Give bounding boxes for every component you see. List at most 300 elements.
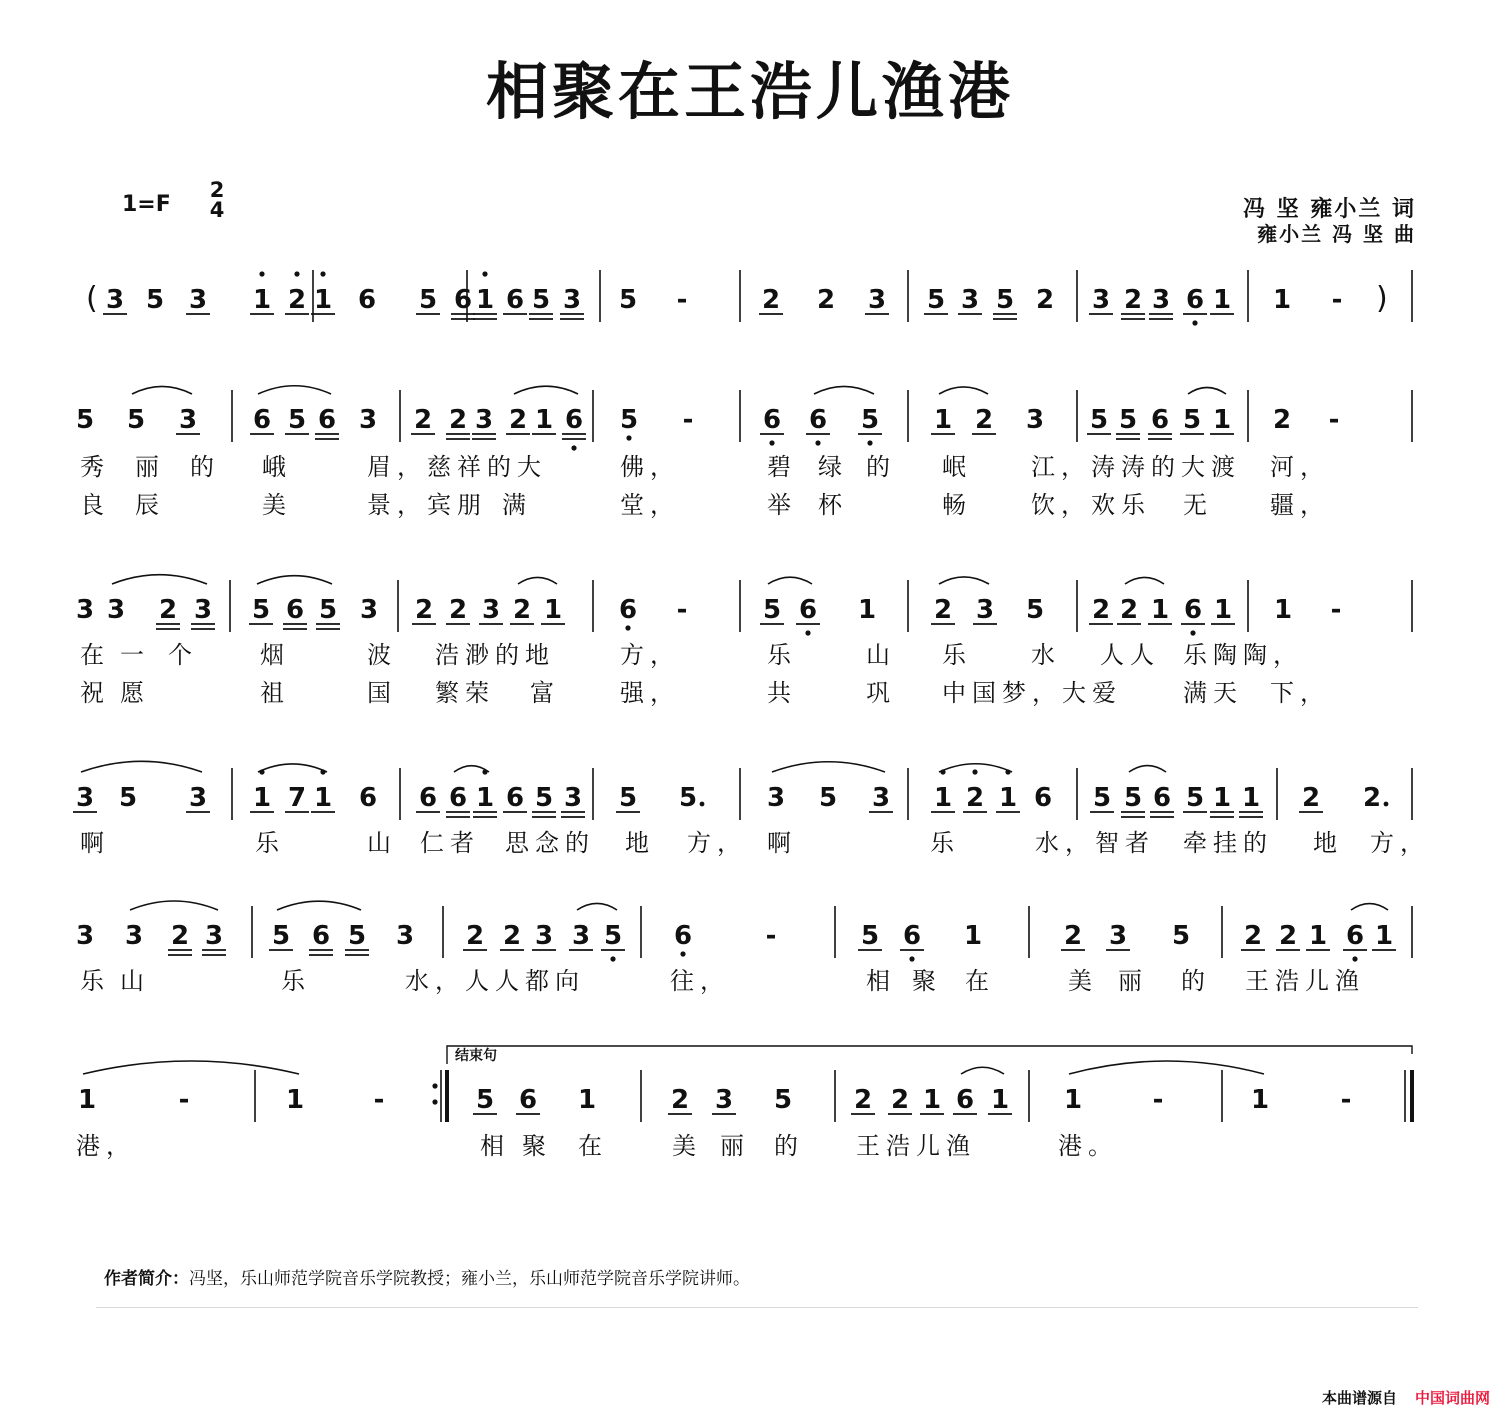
lyric-text: 秀 [80,453,110,481]
note: 2 [448,405,468,435]
note: 2 [502,921,522,951]
lyric-text: 地 [625,829,655,857]
octave-dot-above [482,271,487,276]
ending-bracket [447,1046,1412,1064]
lyric-text: 强， [620,679,680,707]
source-site-link[interactable]: 中国词曲网 [1414,1389,1490,1407]
note: 6 [357,285,377,315]
lyric-text: 港。 [1058,1132,1118,1160]
sustain-dash: - [676,595,688,625]
octave-dot-below [1352,956,1357,961]
note: 1 [543,595,563,625]
note: 5 [995,285,1015,315]
note: 1 [1374,921,1394,951]
note: 3 [178,405,198,435]
note: 6 [808,405,828,435]
lyric-text: 啊 [80,829,110,857]
note: 2 [1063,921,1083,951]
note: 1 [1063,1085,1083,1115]
note: 3 [1091,285,1111,315]
note: 1 [313,285,333,315]
note: 5 [618,285,638,315]
note: 5 [1092,783,1112,813]
lyric-text: 满天 [1183,679,1243,707]
note: 1 [1308,921,1328,951]
note: 3 [563,783,583,813]
slur [277,901,361,910]
note: 2 [1035,285,1055,315]
note: 3 [714,1085,734,1115]
note: 5 [1089,405,1109,435]
note: 3 [106,595,126,625]
lyric-text: 在 [965,967,995,995]
lyric-text: 人人 [1100,641,1160,669]
lyric-text: 聚 [912,967,942,995]
note: 2 [670,1085,690,1115]
note: 5 [1123,783,1143,813]
note: 1 [1212,783,1232,813]
lyric-text: 相 [480,1132,510,1160]
note: 5 [818,783,838,813]
lyric-text: 山 [866,641,896,669]
lyric-text: 乐 [930,829,960,857]
note: 5 [1185,783,1205,813]
note: 1 [1273,595,1293,625]
divider [96,1307,1418,1308]
sustain-dash: - [178,1085,190,1115]
lyric-text: 美 [1068,967,1098,995]
note: 3 [124,921,144,951]
note: 5 [418,285,438,315]
lyric-text: 疆， [1270,491,1330,519]
octave-dot-below [909,956,914,961]
slur [961,1067,1004,1074]
note: 6 [902,921,922,951]
slur [258,386,331,394]
lyric-text: 方， [687,829,747,857]
note: 7 [287,783,307,813]
lyric-text: 河， [1270,453,1330,481]
lyricist-credit: 冯 坚 雍小兰 词 [1243,197,1416,222]
slur [772,762,885,772]
note: 1 [313,783,333,813]
lyric-text: 王浩儿渔 [1245,967,1365,995]
note: 3 [481,595,501,625]
note: 1 [1150,595,1170,625]
octave-dot-below [625,625,630,630]
slur [577,903,617,910]
lyric-text: 在 [578,1132,608,1160]
note: 5 [145,285,165,315]
composer-credit: 雍小兰 冯 坚 曲 [1257,222,1416,246]
lyric-text: 江，涛涛的大渡 [1031,453,1241,481]
note: 6 [252,405,272,435]
lyric-text: 乐 [942,641,972,669]
note: 2 [413,405,433,435]
note: 3 [188,783,208,813]
note: 5 [603,921,623,951]
slur [1125,577,1164,584]
note: 6 [505,783,525,813]
note: 1 [252,285,272,315]
note: 1 [1212,405,1232,435]
note: 2 [761,285,781,315]
lyric-text: 乐 [281,967,311,995]
note: 5 [271,921,291,951]
lyric-text: 思念的 [505,829,595,857]
note: 5 [318,595,338,625]
lyric-text: 乐陶陶， [1183,641,1303,669]
lyric-text: 港， [76,1132,136,1160]
lyric-text: 中国梦，大爱 [942,679,1122,707]
note: 5 [860,921,880,951]
note: 3 [395,921,415,951]
slur [1351,904,1388,910]
repeat-dot [432,1083,437,1088]
lyric-text: 祝 [80,679,110,707]
lyric-text: 牵挂的 [1183,829,1273,857]
sustain-dash: - [1340,1085,1352,1115]
note: 5 [287,405,307,435]
lyric-text: 繁荣 [435,679,495,707]
note: 3 [204,921,224,951]
sustain-dash: - [765,921,777,951]
slur [112,575,207,584]
lyric-text: 方， [1370,829,1430,857]
note: 2 [1243,921,1263,951]
lyric-text: 丽 [135,453,165,481]
lyric-text: 良 [80,491,110,519]
slur [768,577,812,584]
source-credit [1322,1387,1490,1408]
slur [518,577,557,584]
time-signature-bottom: 4 [209,198,225,222]
sustain-dash: - [1152,1085,1164,1115]
lyric-text: 峨 [262,453,292,481]
note: 1 [1250,1085,1270,1115]
lyric-text: 无 [1183,491,1213,519]
key-signature: 1=F [122,192,171,217]
lyric-text: 烟 [260,641,290,669]
note: 1 [475,783,495,813]
sustain-dash: - [1330,595,1342,625]
note: 1 [1212,285,1232,315]
note: 5 [251,595,271,625]
note: 1 [1241,783,1261,813]
note: 6 [418,783,438,813]
note: 5 [126,405,146,435]
note: 6 [453,285,473,315]
octave-dot-below [867,440,872,445]
octave-dot-below [610,956,615,961]
lyric-text: 山 [367,829,397,857]
note: 3 [766,783,786,813]
augmentation-dot [700,802,705,807]
note: 2 [508,405,528,435]
note: 2 [414,595,434,625]
octave-dot-below [1190,630,1195,635]
note: 2 [933,595,953,625]
source-prefix: 本曲谱源自 [1321,1389,1397,1407]
note: 1 [1272,285,1292,315]
lyric-text: 个 [168,641,198,669]
lyric-text: 乐 [255,829,285,857]
author-bio-text: 冯坚，乐山师范学院音乐学院教授；雍小兰，乐山师范学院音乐学院讲师。 [189,1269,750,1289]
lyric-text: 美 [672,1132,702,1160]
note: 3 [534,921,554,951]
sustain-dash: - [682,405,694,435]
octave-dot-above [320,271,325,276]
octave-dot-above [972,769,977,774]
note: 1 [998,783,1018,813]
lyric-text: 的 [190,453,220,481]
note: 3 [1151,285,1171,315]
slur [130,901,218,910]
lyric-text: 巩 [866,679,896,707]
octave-dot-below [769,440,774,445]
lyric-text: 一 [120,641,150,669]
note: 2 [448,595,468,625]
note: 2 [974,405,994,435]
lyric-text: 方， [620,641,680,669]
lyric-text: 堂， [620,491,680,519]
lyric-text: 聚 [522,1132,552,1160]
lyric-text: 祖 [260,679,290,707]
note: 3 [193,595,213,625]
page-title: 相聚在王浩儿渔港 [485,55,1014,128]
note: 2 [465,921,485,951]
lyric-text: 共 [767,679,797,707]
note: 5 [618,783,638,813]
note: 1 [577,1085,597,1115]
note: 1 [1213,595,1233,625]
lyric-text: 举 [767,491,797,519]
note: 3 [571,921,591,951]
note: 2 [965,783,985,813]
note: 1 [534,405,554,435]
note: 1 [933,405,953,435]
slur [1129,766,1166,772]
note: 2 [853,1085,873,1115]
lyric-text: 山 [120,967,150,995]
note: 5 [531,285,551,315]
note: 5 [619,405,639,435]
octave-dot-above [259,271,264,276]
note: 3 [75,921,95,951]
note: 2 [1362,783,1382,813]
lyric-text: 畅 [942,491,972,519]
lyric-text: 浩渺的地 [435,641,555,669]
sustain-dash: - [373,1085,385,1115]
note: 2 [1272,405,1292,435]
note: 3 [75,595,95,625]
lyric-text: 地 [1313,829,1343,857]
lyric-text: 在 [80,641,110,669]
slur [939,387,988,394]
lyric-text: 岷 [942,453,972,481]
note: 3 [474,405,494,435]
ending-label: 结束句 [455,1048,497,1064]
note: 6 [673,921,693,951]
note: 6 [762,405,782,435]
note: 1 [933,783,953,813]
note: 3 [867,285,887,315]
note: 3 [188,285,208,315]
close-paren: ) [1376,281,1388,316]
slur [1188,388,1226,395]
lyric-text: 丽 [1118,967,1148,995]
note: 2 [1278,921,1298,951]
note: 1 [857,595,877,625]
note: 2 [158,595,178,625]
lyric-text: 相 [866,967,896,995]
note: 3 [1025,405,1045,435]
sustain-dash: - [676,285,688,315]
lyric-text: 水，人人都向 [405,967,585,995]
note: 5 [860,405,880,435]
octave-dot-below [680,951,685,956]
note: 3 [75,783,95,813]
lyric-text: 水 [1031,641,1061,669]
note: 5 [1118,405,1138,435]
note: 1 [475,285,495,315]
octave-dot-below [805,630,810,635]
note: 2 [816,285,836,315]
lyric-text: 满 [502,491,532,519]
lyric-text: 眉，慈祥的大 [367,453,547,481]
note: 5 [1182,405,1202,435]
note: 6 [1152,783,1172,813]
slur [514,386,578,394]
lyric-text: 景，宾朋 [367,491,487,519]
note: 1 [77,1085,97,1115]
note: 2 [1123,285,1143,315]
note: 6 [1150,405,1170,435]
author-bio-label: 作者简介： [104,1269,189,1289]
note: 2 [1091,595,1111,625]
lyric-text: 的 [774,1132,804,1160]
note: 2 [1119,595,1139,625]
note: 6 [1033,783,1053,813]
note: 5 [475,1085,495,1115]
note: 1 [922,1085,942,1115]
note: 2 [890,1085,910,1115]
note: 6 [317,405,337,435]
lyric-text: 波 [367,641,397,669]
lyric-text: 辰 [135,491,165,519]
repeat-dot [432,1099,437,1104]
open-paren: ( [86,281,98,316]
slur [1069,1061,1264,1074]
note: 3 [562,285,582,315]
lyric-text: 的 [866,453,896,481]
note: 6 [1183,595,1203,625]
lyric-text: 下， [1270,679,1330,707]
note: 6 [358,783,378,813]
note: 1 [285,1085,305,1115]
note: 5 [118,783,138,813]
note: 6 [955,1085,975,1115]
lyric-text: 美 [262,491,292,519]
note: 2 [170,921,190,951]
lyric-text: 佛， [620,453,680,481]
slur [132,386,192,394]
note: 2 [287,285,307,315]
octave-dot-above [294,271,299,276]
lyric-text: 往， [670,967,730,995]
note: 6 [1185,285,1205,315]
lyric-text: 愿 [120,679,150,707]
sustain-dash: - [1328,405,1340,435]
note: 6 [505,285,525,315]
note: 3 [359,595,379,625]
note: 3 [105,285,125,315]
lyric-text: 杯 [818,491,848,519]
lyric-text: 水，智者 [1035,829,1155,857]
note: 3 [975,595,995,625]
lyric-text: 王浩儿渔 [856,1132,976,1160]
lyric-text: 啊 [767,829,797,857]
octave-dot-below [1192,320,1197,325]
octave-dot-below [815,440,820,445]
note: 6 [518,1085,538,1115]
augmentation-dot [1384,802,1389,807]
note: 1 [963,921,983,951]
note: 5 [347,921,367,951]
note: 5 [926,285,946,315]
note: 5 [534,783,554,813]
note: 1 [990,1085,1010,1115]
slur [814,386,874,394]
lyric-text: 碧 [767,453,797,481]
note: 3 [1108,921,1128,951]
lyric-text: 绿 [818,453,848,481]
lyric-text: 丽 [720,1132,750,1160]
slur [83,1061,299,1074]
note: 2 [512,595,532,625]
author-bio [104,1264,750,1289]
note: 6 [448,783,468,813]
slur [939,577,989,584]
lyric-text: 饮，欢乐 [1031,491,1151,519]
note: 2 [1301,783,1321,813]
slur [257,576,332,584]
lyric-text: 国 [367,679,397,707]
note: 5 [762,595,782,625]
note: 6 [1345,921,1365,951]
note: 3 [871,783,891,813]
note: 5 [1025,595,1045,625]
octave-dot-below [626,435,631,440]
slur [258,764,327,772]
note: 6 [798,595,818,625]
note: 5 [773,1085,793,1115]
lyric-text: 乐 [80,967,110,995]
slur [81,761,202,772]
octave-dot-below [571,445,576,450]
note: 3 [358,405,378,435]
time-signature-top: 2 [209,178,225,202]
note: 1 [252,783,272,813]
lyric-text: 乐 [767,641,797,669]
note: 5 [678,783,698,813]
note: 6 [285,595,305,625]
note: 6 [564,405,584,435]
note: 5 [1171,921,1191,951]
note: 6 [311,921,331,951]
note: 6 [618,595,638,625]
sustain-dash: - [1331,285,1343,315]
